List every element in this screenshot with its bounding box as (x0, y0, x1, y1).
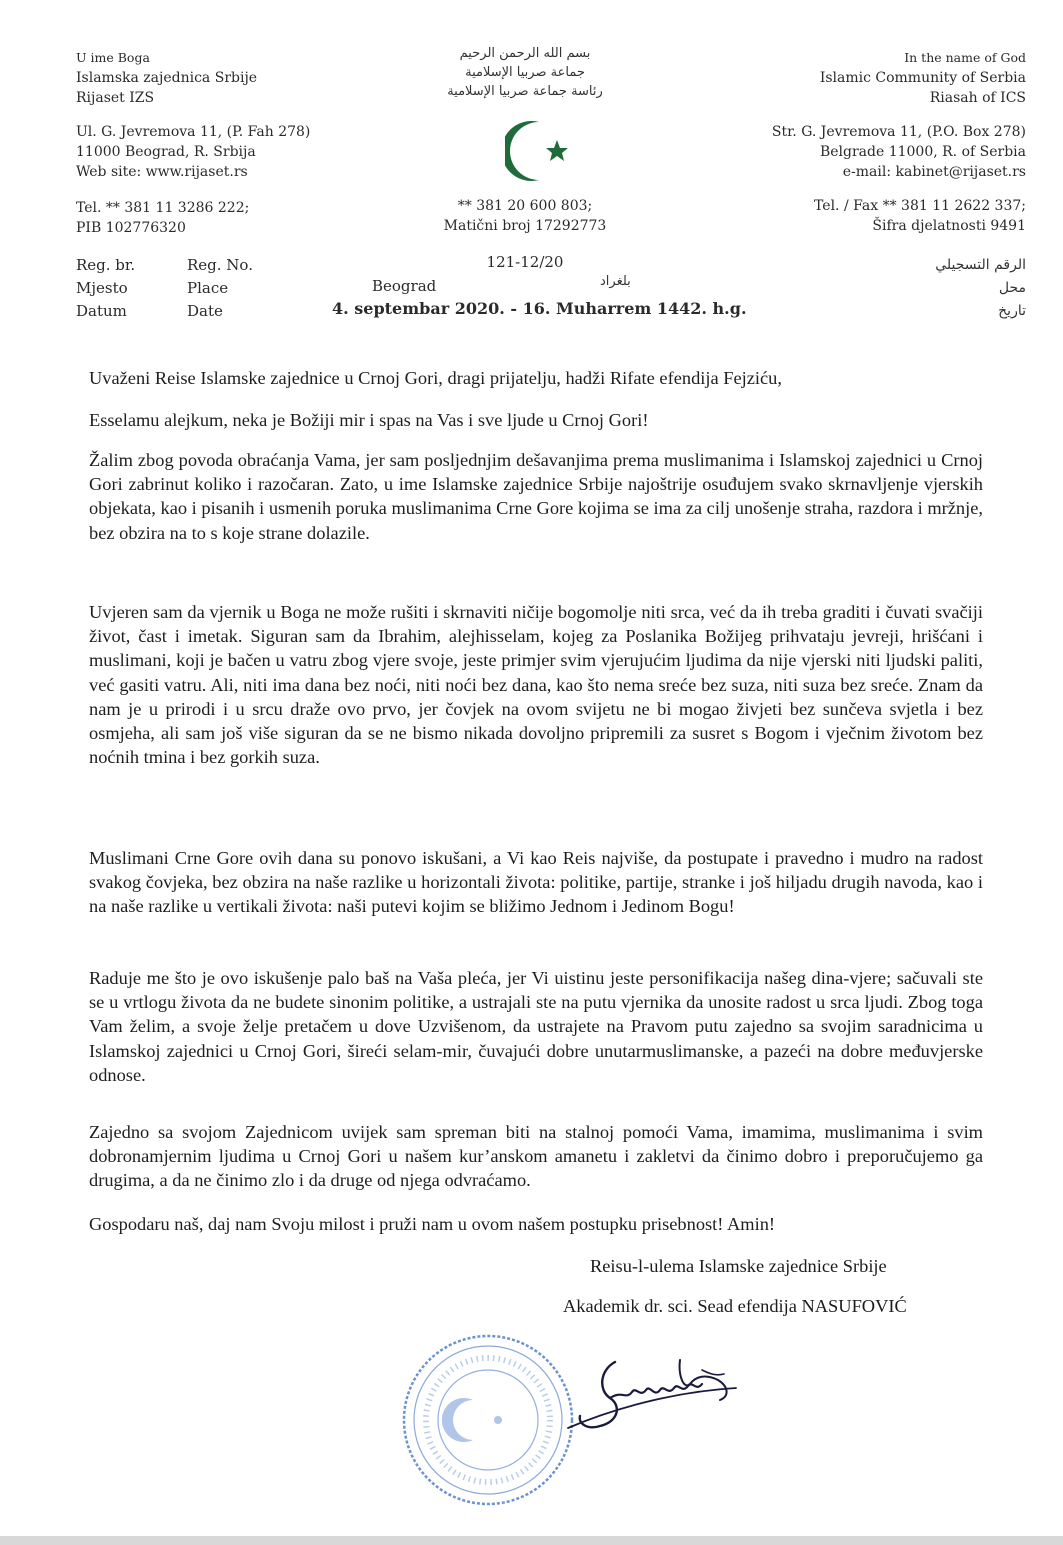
label-mjesto: Mjesto (76, 279, 128, 297)
letter-salutation: Uvaženi Reise Islamske zajednice u Crnoj Gori, dragi prijatelju, hadži Rifate efendija Fejziću, (89, 368, 782, 388)
label-place: Place (187, 279, 229, 297)
letter-paragraph-5: Zajedno sa svojom Zajednicom uvijek sam spreman biti na stalnoj pomoći Vama, imamima, muslimanima i svim dobronamjernim ljudima u Crnoj Gori u našem kur’anskom amanetu i zakletvi da činimo dobro i preporučujemo ga drugima, a da ne činimo zlo i da druge od njega odvraćamo. (89, 1122, 983, 1191)
label-datum: Datum (76, 302, 127, 320)
page-bottom-edge (0, 1536, 1063, 1545)
registry-date-value: 4. septembar 2020. - 16. Muharrem 1442. h.g. (332, 299, 747, 318)
crescent-star-emblem (505, 118, 575, 184)
registry-labels-english (187, 254, 253, 323)
registry-arabic-reg: الرقم التسجيلي (935, 257, 1026, 273)
label-reg-br: Reg. br. (76, 256, 136, 274)
registry-number: 121-12/20 (486, 253, 564, 271)
header-left-line1: U ime Boga (76, 50, 150, 65)
label-reg-no: Reg. No. (187, 256, 253, 274)
header-left-pib: PIB 102776320 (76, 220, 186, 236)
letter-paragraph-1: Žalim zbog povoda obraćanja Vama, jer sam posljednjim dešavanjima prema muslimanima i Islamskoj zajednici u Crnoj Gori zabrinut koliko i razočaran. Zato, u ime Islamske zajednice Srbije najoštrije osuđujem svako skrnavljenje vjerskih objekata, kao i pisanih i usmenih poruka muslimanima Crne Gore kojima se ima za cilj unošenje straha, razdora i mržnje, bez obzira na to s koje strane dolazile. (89, 450, 983, 543)
header-left-address (76, 122, 406, 182)
header-left-address2: 11000 Beograd, R. Srbija (76, 144, 256, 160)
header-right-line3: Riasah of ICS (929, 90, 1026, 106)
header-center-arabic (400, 44, 650, 101)
header-left (76, 48, 376, 108)
header-center-phone: ** 381 20 600 803; (457, 198, 593, 214)
header-left-contact (76, 198, 406, 238)
header-arabic-riasah: رئاسة جماعة صربيا الإسلامية (447, 84, 603, 99)
letter-paragraph-2: Uvjeren sam da vjernik u Boga ne može rušiti i skrnaviti ničije bogomolje niti srca, već da ih treba graditi i čuvati svačiji život, čast i imetak. Siguran sam da Ibrahim, alejhisselam, kojeg za Poslanika Božijeg prihvataju jevreji, hrišćani i muslimani, koji je bačen u vatru zbog vjere svoje, jeste primjer svim vjerujućim ljudima da nije vjerski niti ljudski paliti, već gasiti vatru. Ali, niti ima dana bez noći, niti noći bez dana, kao što nema sreće bez suza, niti suza bez sreće. Znam da nam je u prirodi i u srcu draže ovo prvo, jer čovjek na ovom svijetu ne bi mogao živjeti bez sunčeva svjetla i bez osmjeha, ali sam još više siguran da se ne bismo nikada dovoljno pripremili za susret s Bogom i vječnim životom bez noćnih tmina i bez gorkih suza. (89, 602, 983, 768)
header-right-tel: Tel. / Fax ** 381 11 2622 337; (814, 198, 1026, 214)
official-stamp (398, 1330, 578, 1510)
registry-labels-local (76, 254, 135, 323)
letter-closing: Gospodaru naš, daj nam Svoju milost i pruži nam u ovom našem postupku prisebnost! Amin! (89, 1214, 776, 1234)
header-right-contact (680, 196, 1026, 236)
registry-city: Beograd (372, 277, 437, 295)
star-icon (546, 140, 568, 161)
registry-arabic-date: تاريخ (998, 303, 1026, 319)
header-right-email: e-mail: kabinet@rijaset.rs (842, 164, 1026, 180)
header-left-web: Web site: www.rijaset.rs (76, 164, 248, 180)
letter-paragraph-4: Raduje me što je ovo iskušenje palo baš na Vaša pleća, jer Vi uistinu jeste personifikacija našeg dina-vjere; sačuvali ste se u vrtlogu života da ne budete sinonim politike, a ustrajali ste na putu vjernika da unosite radost u srca ljudi. Zbog toga Vam želim, a svoje želje pretačem u dove Uzvišenom, da ustrajete na Pravom putu zajedno sa svojim saradnicima u Islamskoj zajednici u Crnoj Gori, šireći selam-mir, čuvajući dobre unutarmuslimanske, a pazeći na dobre međuvjerske odnose. (89, 968, 983, 1085)
header-left-address1: Ul. G. Jevremova 11, (P. Fah 278) (76, 124, 311, 140)
letter-paragraph-3: Muslimani Crne Gore ovih dana su ponovo iskušani, a Vi kao Reis najviše, da postupate i pravedno i mudro na radost svakog čovjeka, bez obzira na naše razlike u horizontali života: politike, partije, stranke i još hiljadu drugih navoda, kao i na naše razlike u vertikali života: naši putevi kojim se bližimo Jednom i Jedinom Bogu! (89, 848, 983, 917)
handwritten-signature (560, 1340, 760, 1450)
header-center-maticni: Matični broj 17292773 (443, 218, 607, 234)
header-right-sifra: Šifra djelatnosti 9491 (872, 218, 1026, 234)
header-right-address2: Belgrade 11000, R. of Serbia (819, 144, 1026, 160)
registry-arabic-city: بلغراد (600, 274, 631, 289)
registry-arabic-place: محل (998, 280, 1026, 296)
signature-title: Reisu-l-ulema Islamske zajednice Srbije (590, 1256, 887, 1276)
header-right-line1: In the name of God (904, 50, 1026, 65)
header-left-tel: Tel. ** 381 11 3286 222; (76, 200, 250, 216)
header-left-line2: Islamska zajednica Srbije (76, 70, 258, 86)
header-right-address1: Str. G. Jevremova 11, (P.O. Box 278) (771, 124, 1026, 140)
header-right-address (680, 122, 1026, 182)
header-right (690, 48, 1026, 108)
header-left-line3: Rijaset IZS (76, 90, 155, 106)
header-center-contact (400, 196, 650, 236)
label-date: Date (187, 302, 223, 320)
header-arabic-name: جماعة صربيا الإسلامية (465, 65, 585, 80)
registry-arabic-labels (880, 254, 1026, 323)
letter-greeting: Esselamu alejkum, neka je Božiji mir i spas na Vas i sve ljude u Crnoj Gori! (89, 410, 649, 430)
signature-name: Akademik dr. sci. Sead efendija NASUFOVIĆ (563, 1296, 907, 1316)
header-arabic-basmala: بسم الله الرحمن الرحيم (459, 46, 591, 61)
crescent-icon (505, 121, 539, 181)
header-right-line2: Islamic Community of Serbia (819, 70, 1026, 86)
